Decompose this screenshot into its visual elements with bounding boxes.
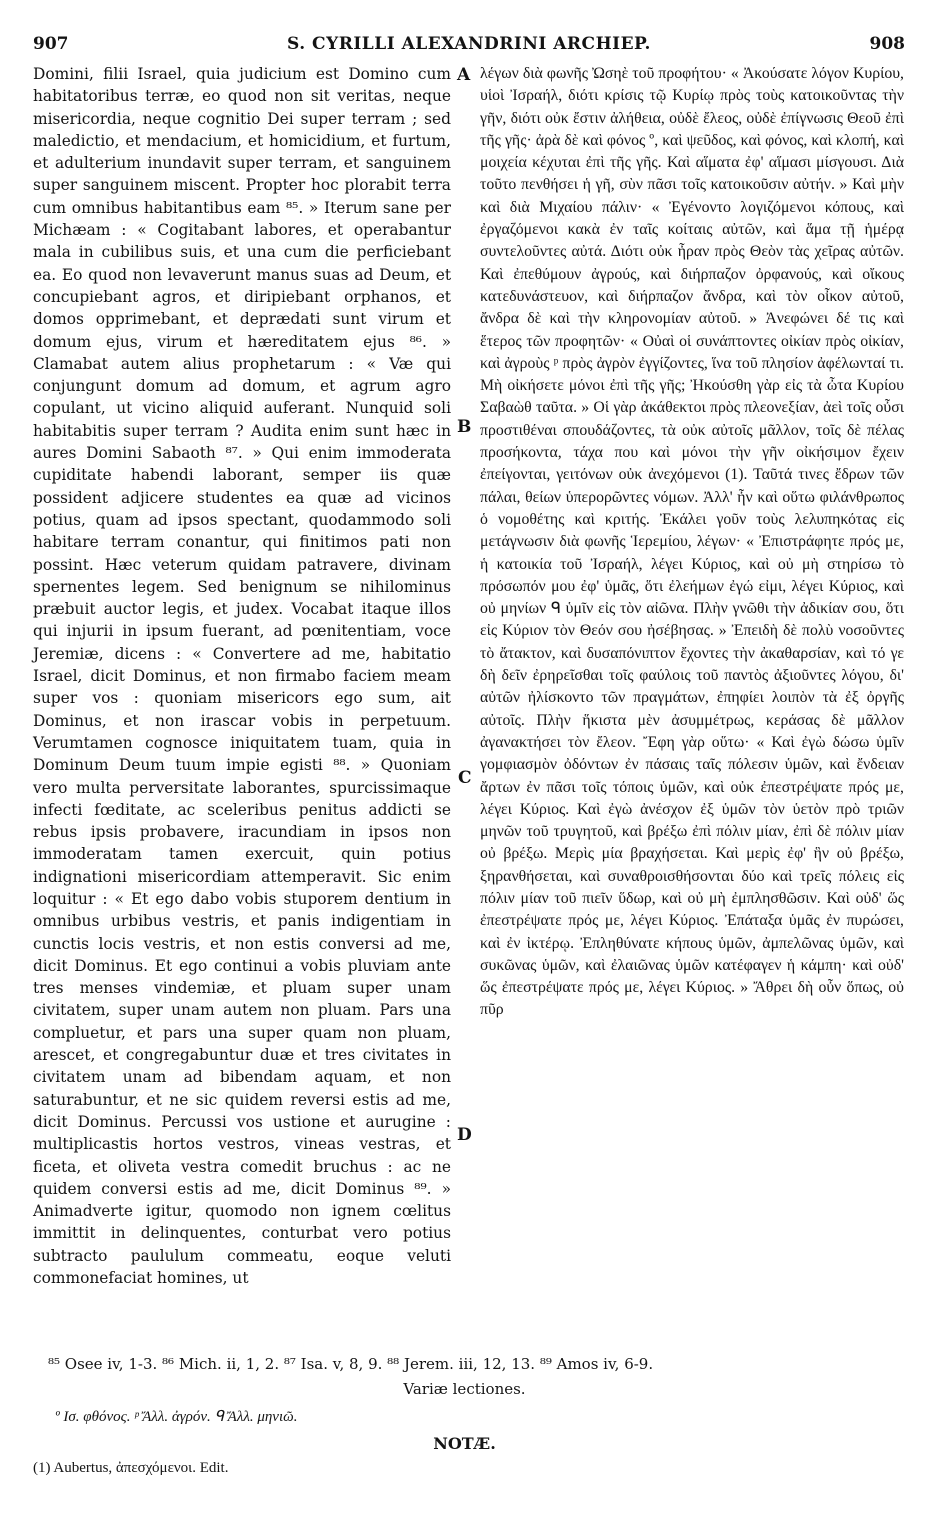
section-marker-b: B (457, 417, 472, 437)
variae-lectiones-list: º Ισ. φθόνος. ᵖ Ἄλλ. ἀγρόν. ᑫ Ἄλλ. μηνιῶ. (55, 1409, 298, 1425)
page-number-left: 907 (33, 34, 69, 54)
latin-column: Domini, filii Israel, quia judicium est Domino cum habitatoribus terræ, eo quod non sit veritas, neque misericordia, neque cognitio Dei super terram ; sed maledictio, et mendacium, et homicidium, et furtum, et adulterium inundavit super terram, et sanguinem super sanguinem miscent. Propter hoc plorabit terra cum omnibus habitantibus eam ⁸⁵. » Iterum sane per Michæam : « Cogitabant labores, et operabantur mala in cubilibus suis, et una cum die perficiebant ea. Eo quod non levaverunt manus suas ad Deum, et concupiebant agros, et diripiebant orphanos, et domos opprimebant, et deprædati sunt virum et domum ejus, virum et hæreditatem ejus ⁸⁶. » Clamabat autem alius prophetarum : « Væ qui conjungunt domum ad domum, et agrum agro copulant, ut vicino aliquid auferant. Nunquid soli habitabitis super terram ? Audita enim sunt hæc in aures Domini Sabaoth ⁸⁷. » Qui enim immoderata cupiditate habendi laborant, semper iis quæ possident adjicere studentes ea quæ ad vicinos potius, quam ad ipsos spectant, quodammodo soli habitare terram conantur, qui finitimos pati non possint. Hæc veterum quidam patravere, divinam spernentes legem. Sed benignum se nihilominus præbuit auctor legis, et judex. Vocabat itaque illos qui injurii in ipsum fuerant, ad pœnitentiam, voce Jeremiæ, dicens : « Convertere ad me, habitatio Israel, dicit Dominus, et non firmabo faciem meam super vos : quoniam misericors ego sum, ait Dominus, et non irascar vobis in perpetuum. Verumtamen cognosce iniquitatem tuam, quia in Dominum Deum tuum impie egisti ⁸⁸. » Quoniam vero multa perversitate laborantes, spurcissimaque infecti fœditate, ac sceleribus penitus addicti se rebus ipsis probavere, iracundiam in ipsos non immoderatam tamen exercuit, quin potius indignationi misericordiam attemperavit. Sic enim loquitur : « Et ego dabo vobis stuporem dentium in omnibus urbibus vestris, et panis indigentiam in cunctis locis vestris, et non estis conversi ad me, dicit Dominus. Et ego continui a vobis pluviam ante tres menses vindemiæ, et pluam super unam civitatem, super unam autem non pluam. Pars una compluetur, et pars una super quam non pluam, arescet, et congregabuntur duæ et tres civitates in civitatem unam ad bibendam aquam, et non saturabuntur, et ne sic quidem reversi estis ad me, dicit Dominus. Percussi vos ustione et aurugine : multiplicastis hortos vestros, vineas vestras, et ficeta, et oliveta vestra comedit bruchus : ac ne quidem conversi estis ad me, dicit Dominus ⁸⁹. » Animadverte igitur, quomodo non ignem cœlitus immittit in delinquentes, conturbat vero potius subtracto paululum commeatu, eoque veluti commonefaciat homines, ut (33, 65, 451, 1288)
variae-lectiones-title: Variæ lectiones. (403, 1380, 526, 1398)
section-marker-c: C (458, 768, 472, 788)
greek-column: λέγων διὰ φωνῆς Ὠσηὲ τοῦ προφήτου· « Ἀκούσατε λόγον Κυρίου, υἱοὶ Ἰσραήλ, διότι κρίσις τῷ Κυρίῳ πρὸς τοὺς κατοικοῦντας τὴν γῆν, διότι οὐκ ἔστιν ἀλήθεια, οὐδὲ ἔλεος, οὐδὲ ἐπίγνωσις Θεοῦ ἐπὶ τῆς γῆς· ἀρὰ δὲ καὶ φόνος º, καὶ ψεῦδος, καὶ φόνος, καὶ κλοπή, καὶ μοιχεία κέχυται ἐπὶ τῆς γῆς. Καὶ αἵματα ἐφ' αἵμασι μίσγουσι. Διὰ τοῦτο πενθήσει ἡ γῆ, σὺν πᾶσι τοῖς κατοικοῦσιν αὐτήν. » Καὶ μὴν καὶ διὰ Μιχαίου πάλιν· « Ἐγένοντο λογιζόμενοι κόπους, καὶ ἐργαζόμενοι κακὰ ἐν ταῖς κοίταις αὐτῶν, καὶ ἅμα τῇ ἡμέρᾳ συντελοῦντες αὐτά. Διότι οὐκ ἦραν πρὸς Θεὸν τὰς χεῖρας αὐτῶν. Καὶ ἐπεθύμουν ἀγρούς, καὶ διήρπαζον ὀρφανούς, καὶ οἴκους κατεδυνάστευον, καὶ διήρπαζον ἄνδρα, καὶ τὸν οἶκον αὐτοῦ, ἄνδρα δὲ καὶ τὴν κληρονομίαν αὐτοῦ. » Ἀνεφώνει δέ τις καὶ ἕτερος τῶν προφητῶν· « Οὐαὶ οἱ συνάπτοντες οἰκίαν πρὸς οἰκίαν, καὶ ἀγροὺς ᵖ πρὸς ἀγρὸν ἐγγίζοντες, ἵνα τοῦ πλησίον ἀφέλωνταί τι. Μὴ οἰκήσετε μόνοι ἐπὶ τῆς γῆς; Ἠκούσθη γὰρ εἰς τὰ ὦτα Κυρίου Σαβαὼθ ταῦτα. » Οἱ γὰρ ἀκάθεκτοι πρὸς πλεονεξίαν, ἀεὶ τοῖς οὖσι προστιθέναι σπουδάζοντες, τὰ οὐκ αὐτοῖς μᾶλλον, τοῖς δὲ πέλας προσήκοντα, τάχα που καὶ μόνοι τὴν γῆν οἰκήσιμον ἔχειν ἐπείγονται, γειτόνων οὐκ ἀνεχόμενοι (1). Ταῦτά τινες ἔδρων τῶν πάλαι, θείων ὑπερορῶντες νόμων. Ἀλλ' ἦν καὶ οὕτω φιλάνθρωπος ὁ νομοθέτης καὶ κριτής. Ἐκάλει γοῦν τοὺς λελυπηκότας εἰς μετάγνωσιν διὰ φωνῆς Ἱερεμίου, λέγων· « Ἐπιστράφητε πρός με, ἡ κατοικία τοῦ Ἰσραήλ, λέγει Κύριος, καὶ οὐ μὴ στηρίσω τὸ πρόσωπόν μου ἐφ' ὑμᾶς, ὅτι ἐλεήμων ἐγώ εἰμι, λέγει Κύριος, καὶ οὐ μηνίων ᑫ ὑμῖν εἰς τὸν αἰῶνα. Πλὴν γνῶθι τὴν ἀδικίαν σου, ὅτι εἰς Κύριον τὸν Θεόν σου ἠσέβησας. » Ἐπειδὴ δὲ πολὺ νοσοῦντες τὸ ἄτακτον, καὶ δυσαπόνιπτον ἔχοντες τὴν ἀκαθαρσίαν, καὶ τό γε δὴ δεῖν ἐρηρεῖσθαι τοῖς φαύλοις τοῦ παντὸς ἀξιοῦντες λόγου, δι' αὐτῶν ἠλίσκοντο τῶν πραγμάτων, ἐπηφίει λοιπὸν τὰ ἐξ ὀργῆς αὐτοῖς. Πλὴν ἥκιστα μὲν ἀσυμμέτρως, κεράσας δὲ μᾶλλον ἀγανακτήσει τὸν ἔλεον. Ἔφη γὰρ οὕτω· « Καὶ ἐγὼ δώσω ὑμῖν γομφιασμὸν ὀδόντων ἐν πάσαις ταῖς πόλεσιν ὑμῶν, καὶ ἔνδειαν ἄρτων ἐν πᾶσι τοῖς τόποις ὑμῶν, καὶ οὐκ ἐπεστρέψατε πρός με, λέγει Κύριος. Καὶ ἐγὼ ἀνέσχον ἐξ ὑμῶν τὸν ὑετὸν πρὸ τριῶν μηνῶν τοῦ τρυγητοῦ, καὶ βρέξω ἐπὶ πόλιν μίαν, ἐπὶ δὲ πόλιν μίαν οὐ βρέξω. Μερὶς μία βραχήσεται. Καὶ μερὶς ἐφ' ἣν οὐ βρέξω, ξηρανθήσεται, καὶ συναθροισθήσονται δύο καὶ τρεῖς πόλεις εἰς πόλιν μίαν τοῦ πιεῖν ὕδωρ, καὶ οὐ μὴ ἐμπλησθῶσιν. Καὶ οὐδ' ὥς ἐπεστρέψατε πρός με, λέγει Κύριος. Ἐπάταξα ὑμᾶς ἐν πυρώσει, καὶ ἐν ἰκτέρῳ. Ἐπληθύνατε κήπους ὑμῶν, ἀμπελῶνας ὑμῶν, καὶ συκῶνας ὑμῶν, καὶ ἐλαιῶνας ὑμῶν κατέφαγεν ἡ κάμπη· καὶ οὐδ' ὥς ἐπεστρέψατε πρός με, λέγει Κύριος. » Ἄθρει δὴ οὖν ὅπως, οὐ πῦρ (480, 65, 904, 1019)
page-header (33, 34, 905, 56)
page-number-right: 908 (869, 34, 905, 54)
notae-title: NOTÆ. (433, 1434, 496, 1453)
section-marker-d: D (457, 1125, 472, 1145)
running-title: S. CYRILLI ALEXANDRINI ARCHIEP. (287, 34, 651, 54)
section-marker-a: A (457, 65, 471, 85)
note-1: (1) Aubertus, ἀπεσχόμενοι. Edit. (33, 1460, 229, 1476)
footnote-references: ⁸⁵ Osee iv, 1-3. ⁸⁶ Mich. ii, 1, 2. ⁸⁷ Isa. v, 8, 9. ⁸⁸ Jerem. iii, 12, 13. ⁸⁹ Amos iv, 6-9. (48, 1355, 654, 1373)
